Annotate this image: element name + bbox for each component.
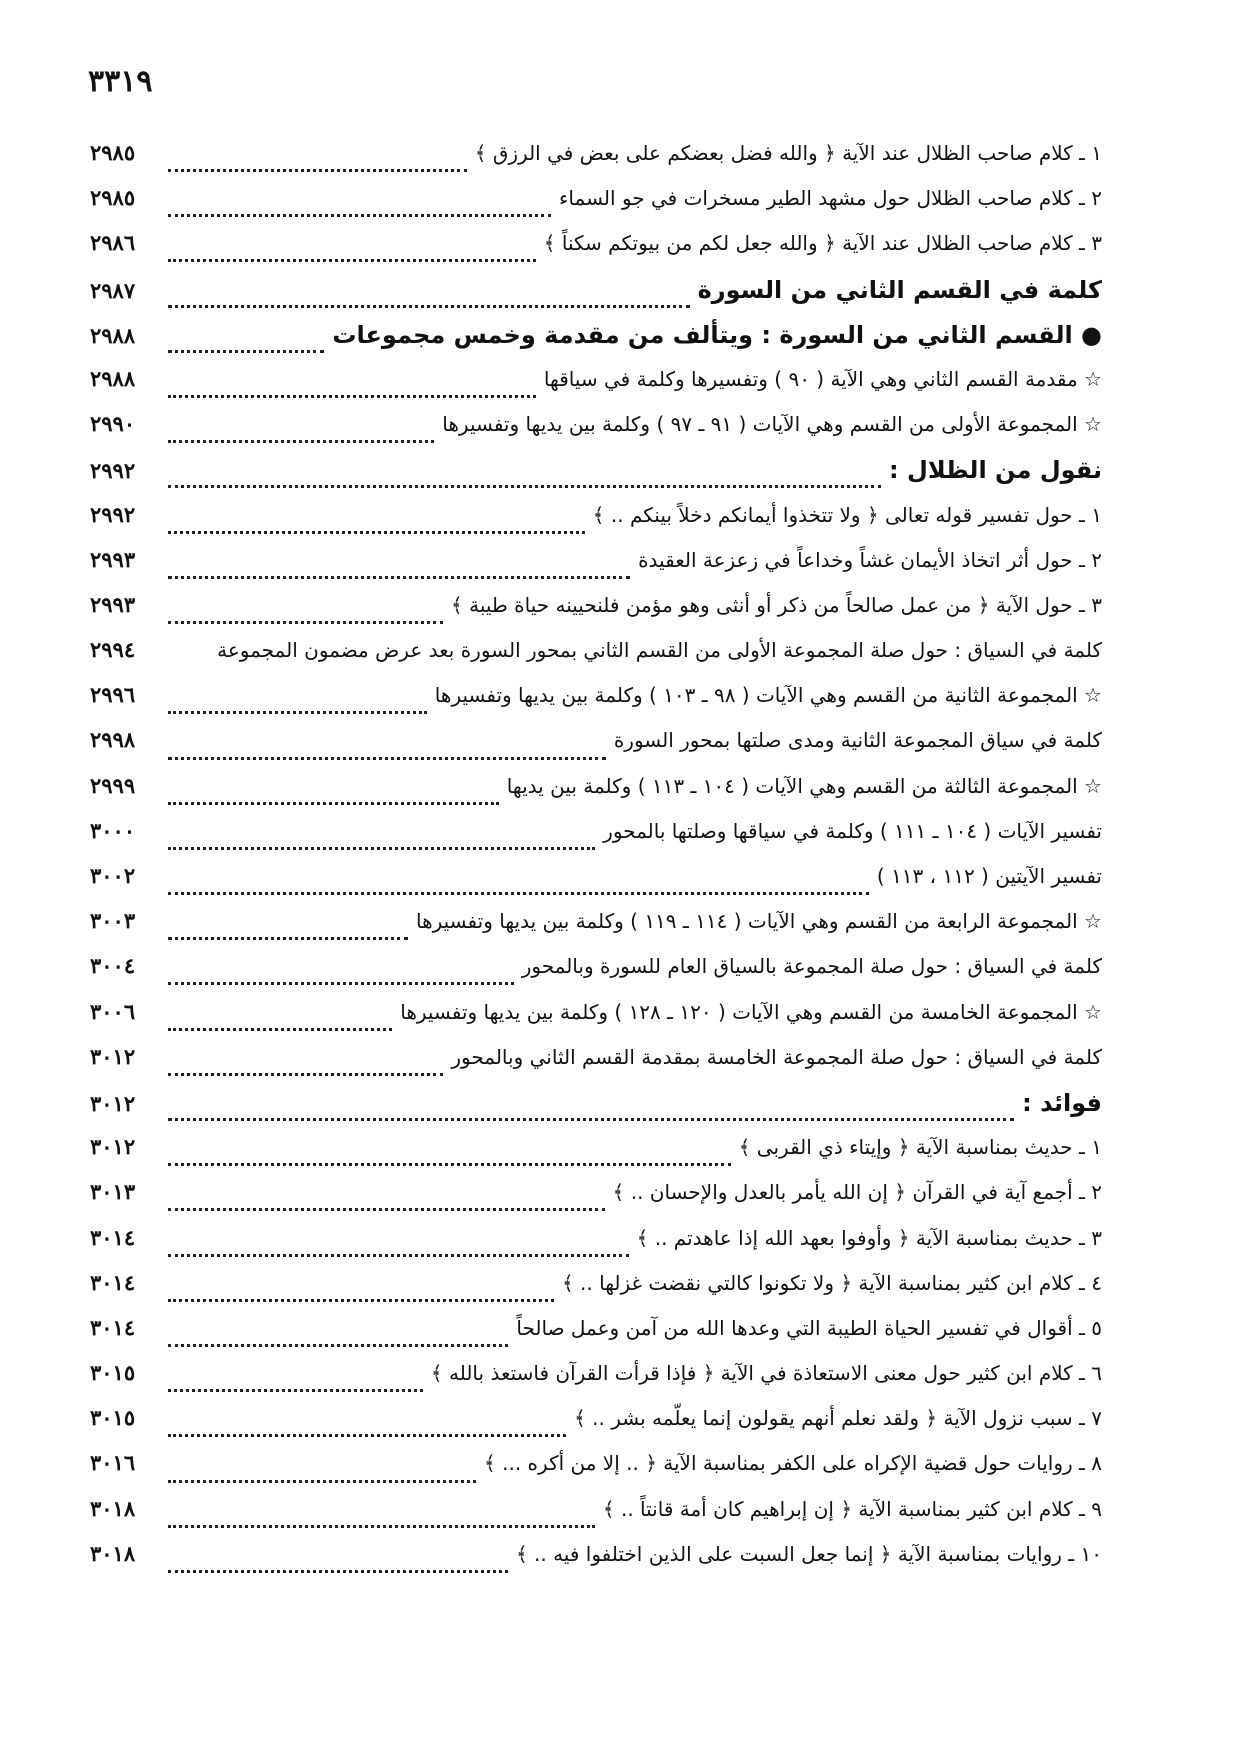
dot-leader: [168, 1208, 605, 1211]
toc-entry-title: ☆ المجموعة الرابعة من القسم وهي الآيات ( ١١٤ ـ ١١٩ ) وكلمة بين يديها وتفسيرها: [415, 909, 1102, 934]
dot-leader: [168, 847, 595, 850]
toc-entry-page-number: ٣٠١٢: [90, 1134, 136, 1160]
toc-entry-page-number: ٣٠١٣: [90, 1179, 136, 1205]
toc-entry[interactable]: [90, 140, 1102, 185]
toc-entry-page-number: ٣٠١٤: [90, 1224, 136, 1250]
toc-entry-page-number: ٣٠١٢: [90, 1043, 136, 1069]
toc-entry-title: تفسير الآيتين ( ١١٢ ، ١١٣ ): [876, 864, 1102, 888]
toc-entry[interactable]: [90, 592, 1102, 637]
toc-entry[interactable]: [90, 321, 1102, 366]
toc-entry-page-number: ٢٩٩٨: [90, 727, 136, 753]
dot-leader: [168, 531, 585, 534]
toc-entry-title: كلمة في السياق : حول صلة المجموعة الخامسة بمقدمة القسم الثاني وبالمحور: [451, 1044, 1102, 1069]
dot-leader: [168, 1073, 443, 1076]
toc-entry-page-number: ٢٩٨٨: [90, 322, 136, 348]
toc-entry-title: ١٠ ـ روايات بمناسبة الآية ﴿ إنما جعل السبت على الذين اختلفوا فيه .. ﴾: [515, 1541, 1102, 1566]
dot-leader: [168, 1344, 508, 1347]
toc-entry-title: ☆ مقدمة القسم الثاني وهي الآية ( ٩٠ ) وتفسيرها وكلمة في سياقها: [543, 366, 1102, 391]
toc-entry[interactable]: [90, 1315, 1102, 1360]
toc-entry-title: نقول من الظلال :: [889, 456, 1102, 485]
dot-leader: [168, 1118, 1014, 1121]
dot-leader: [168, 982, 514, 985]
dot-leader: [168, 440, 434, 443]
dot-leader: [168, 485, 881, 488]
toc-entry-page-number: ٣٠١٨: [90, 1495, 136, 1521]
toc-entry-page-number: ٣٠١٢: [90, 1090, 136, 1116]
toc-entry[interactable]: [90, 1270, 1102, 1315]
toc-entry[interactable]: [90, 1541, 1102, 1586]
toc-entry-page-number: ٢٩٨٨: [90, 365, 136, 391]
toc-entry[interactable]: [90, 1225, 1102, 1270]
toc-entry-title: فوائد :: [1022, 1088, 1102, 1117]
toc-entry-page-number: ٢٩٨٥: [90, 185, 136, 211]
toc-entry-page-number: ٣٠٠٣: [90, 908, 136, 934]
toc-entry-page-number: ٣٠٠٠: [90, 817, 136, 843]
toc-entry-title: كلمة في السياق : حول صلة المجموعة الأولى من القسم الثاني بمحور السورة بعد عرض مضمون المجموعة: [217, 638, 1102, 663]
dot-leader: [168, 259, 536, 262]
dot-leader: [168, 1480, 476, 1483]
dot-leader: [168, 1028, 392, 1031]
toc-entry-title: كلمة في القسم الثاني من السورة: [697, 275, 1102, 304]
toc-entry-title: ٩ ـ كلام ابن كثير بمناسبة الآية ﴿ إن إبراهيم كان أمة قانتاً .. ﴾: [602, 1496, 1102, 1521]
dot-leader: [168, 1525, 595, 1528]
toc-entry[interactable]: [90, 1179, 1102, 1224]
toc-entry[interactable]: [90, 863, 1102, 908]
table-of-contents: [90, 140, 1102, 1586]
toc-entry-title: ٧ ـ سبب نزول الآية ﴿ ولقد نعلم أنهم يقولون إنما يعلّمه بشر .. ﴾: [574, 1406, 1102, 1431]
dot-leader: [168, 1389, 423, 1392]
page-number: ٣٣١٩: [88, 64, 153, 99]
toc-entry-page-number: ٢٩٩٩: [90, 772, 136, 798]
toc-entry-page-number: ٢٩٩٠: [90, 411, 136, 437]
toc-entry[interactable]: [90, 818, 1102, 863]
toc-entry-title: ١ ـ كلام صاحب الظلال عند الآية ﴿ والله فضل بعضكم على بعض في الرزق ﴾: [474, 141, 1102, 165]
toc-entry-page-number: ٣٠٠٢: [90, 863, 136, 888]
toc-entry[interactable]: [90, 502, 1102, 547]
toc-entry-title: ٤ ـ كلام ابن كثير بمناسبة الآية ﴿ ولا تكونوا كالتي نقضت غزلها .. ﴾: [561, 1270, 1102, 1295]
toc-entry-title: ٢ ـ كلام صاحب الظلال حول مشهد الطير مسخرات في جو السماء: [559, 186, 1102, 211]
toc-entry-page-number: ٢٩٩٣: [90, 591, 136, 617]
toc-entry-page-number: ٢٩٩٢: [90, 501, 136, 527]
toc-entry[interactable]: [90, 1405, 1102, 1450]
toc-entry[interactable]: [90, 727, 1102, 772]
toc-entry[interactable]: [90, 547, 1102, 592]
dot-leader: [168, 305, 690, 308]
toc-entry-title: ● القسم الثاني من السورة : ويتألف من مقدمة وخمس مجموعات: [332, 320, 1102, 349]
dot-leader: [168, 576, 630, 579]
dot-leader: [168, 395, 536, 398]
dot-leader: [168, 1254, 629, 1257]
toc-entry-title: ٦ ـ كلام ابن كثير حول معنى الاستعاذة في الآية ﴿ فإذا قرأت القرآن فاستعذ بالله ﴾: [430, 1361, 1102, 1386]
toc-entry-page-number: ٣٠١٨: [90, 1540, 136, 1566]
toc-entry-page-number: ٣٠١٦: [90, 1450, 136, 1476]
toc-entry-page-number: ٣٠١٥: [90, 1360, 136, 1386]
toc-entry-title: ٣ ـ كلام صاحب الظلال عند الآية ﴿ والله جعل لكم من بيوتكم سكناً ﴾: [543, 231, 1102, 256]
toc-entry-title: ٣ ـ حديث بمناسبة الآية ﴿ وأوفوا بعهد الله إذا عاهدتم .. ﴾: [636, 1225, 1102, 1250]
toc-entry[interactable]: [90, 637, 1102, 682]
toc-entry-page-number: ٣٠١٥: [90, 1405, 136, 1431]
toc-entry[interactable]: [90, 1134, 1102, 1179]
toc-entry-title: ☆ المجموعة الأولى من القسم وهي الآيات ( ٩١ ـ ٩٧ ) وكلمة بين يديها وتفسيرها: [442, 412, 1102, 437]
toc-entry[interactable]: [90, 908, 1102, 953]
toc-entry-page-number: ٣٠٠٦: [90, 998, 136, 1024]
toc-entry-page-number: ٢٩٨٧: [90, 277, 136, 303]
toc-entry-title: ٨ ـ روايات حول قضية الإكراه على الكفر بمناسبة الآية ﴿ .. إلا من أكره ... ﴾: [484, 1451, 1102, 1476]
toc-entry-page-number: ٣٠١٤: [90, 1269, 136, 1295]
toc-entry-title: ١ ـ حديث بمناسبة الآية ﴿ وإيتاء ذي القربى ﴾: [738, 1135, 1102, 1160]
dot-leader: [168, 350, 324, 353]
toc-entry-title: ٢ ـ أجمع آية في القرآن ﴿ إن الله يأمر بالعدل والإحسان .. ﴾: [612, 1180, 1102, 1205]
toc-entry[interactable]: [90, 999, 1102, 1044]
toc-entry[interactable]: [90, 1360, 1102, 1405]
toc-entry[interactable]: [90, 366, 1102, 411]
toc-entry-title: ☆ المجموعة الثالثة من القسم وهي الآيات ( ١٠٤ ـ ١١٣ ) وكلمة بين يديها: [506, 773, 1102, 798]
toc-entry[interactable]: [90, 953, 1102, 998]
toc-entry[interactable]: [90, 1044, 1102, 1089]
dot-leader: [168, 937, 408, 940]
dot-leader: [168, 1434, 566, 1437]
dot-leader: [168, 214, 551, 217]
toc-entry-title: ٣ ـ حول الآية ﴿ من عمل صالحاً من ذكر أو أنثى وهو مؤمن فلنحيينه حياة طيبة ﴾: [451, 592, 1102, 617]
toc-entry[interactable]: [90, 230, 1102, 275]
toc-entry-title: ٢ ـ حول أثر اتخاذ الأيمان غشاً وخداعاً في زعزعة العقيدة: [638, 547, 1102, 572]
dot-leader: [168, 621, 443, 624]
toc-entry-page-number: ٢٩٨٥: [90, 140, 136, 165]
dot-leader: [168, 1570, 508, 1573]
toc-entry-title: كلمة في سياق المجموعة الثانية ومدى صلتها بمحور السورة: [613, 728, 1102, 753]
dot-leader: [168, 757, 606, 760]
toc-entry-title: ☆ المجموعة الثانية من القسم وهي الآيات ( ٩٨ ـ ١٠٣ ) وكلمة بين يديها وتفسيرها: [434, 683, 1102, 708]
toc-entry-page-number: ٣٠١٤: [90, 1314, 136, 1340]
dot-leader: [168, 1163, 731, 1166]
toc-entry-page-number: ٢٩٩٤: [90, 637, 136, 663]
toc-entry-page-number: ٢٩٩٣: [90, 546, 136, 572]
dot-leader: [168, 711, 427, 714]
toc-entry[interactable]: [90, 1089, 1102, 1134]
toc-entry[interactable]: [90, 411, 1102, 456]
toc-entry-page-number: ٢٩٩٢: [90, 458, 136, 484]
toc-entry-title: تفسير الآيات ( ١٠٤ ـ ١١١ ) وكلمة في سياقها وصلتها بالمحور: [603, 818, 1102, 843]
toc-entry[interactable]: [90, 682, 1102, 727]
toc-entry[interactable]: [90, 773, 1102, 818]
toc-entry-title: ٥ ـ أقوال في تفسير الحياة الطيبة التي وعدها الله من آمن وعمل صالحاً: [516, 1315, 1102, 1340]
toc-entry-title: ☆ المجموعة الخامسة من القسم وهي الآيات ( ١٢٠ ـ ١٢٨ ) وكلمة بين يديها وتفسيرها: [400, 999, 1102, 1024]
dot-leader: [168, 892, 869, 895]
toc-entry-title: ١ ـ حول تفسير قوله تعالى ﴿ ولا تتخذوا أيمانكم دخلاً بينكم .. ﴾: [592, 502, 1102, 527]
dot-leader: [168, 169, 467, 172]
dot-leader: [168, 1299, 554, 1302]
toc-entry[interactable]: [90, 1496, 1102, 1541]
dot-leader: [168, 802, 499, 805]
toc-entry-title: كلمة في السياق : حول صلة المجموعة بالسياق العام للسورة وبالمحور: [521, 954, 1102, 979]
toc-entry[interactable]: [90, 456, 1102, 501]
toc-entry[interactable]: [90, 276, 1102, 321]
toc-entry-page-number: ٣٠٠٤: [90, 953, 136, 979]
toc-entry[interactable]: [90, 185, 1102, 230]
toc-entry-page-number: ٢٩٩٦: [90, 682, 136, 708]
toc-entry[interactable]: [90, 1450, 1102, 1495]
toc-entry-page-number: ٢٩٨٦: [90, 230, 136, 256]
